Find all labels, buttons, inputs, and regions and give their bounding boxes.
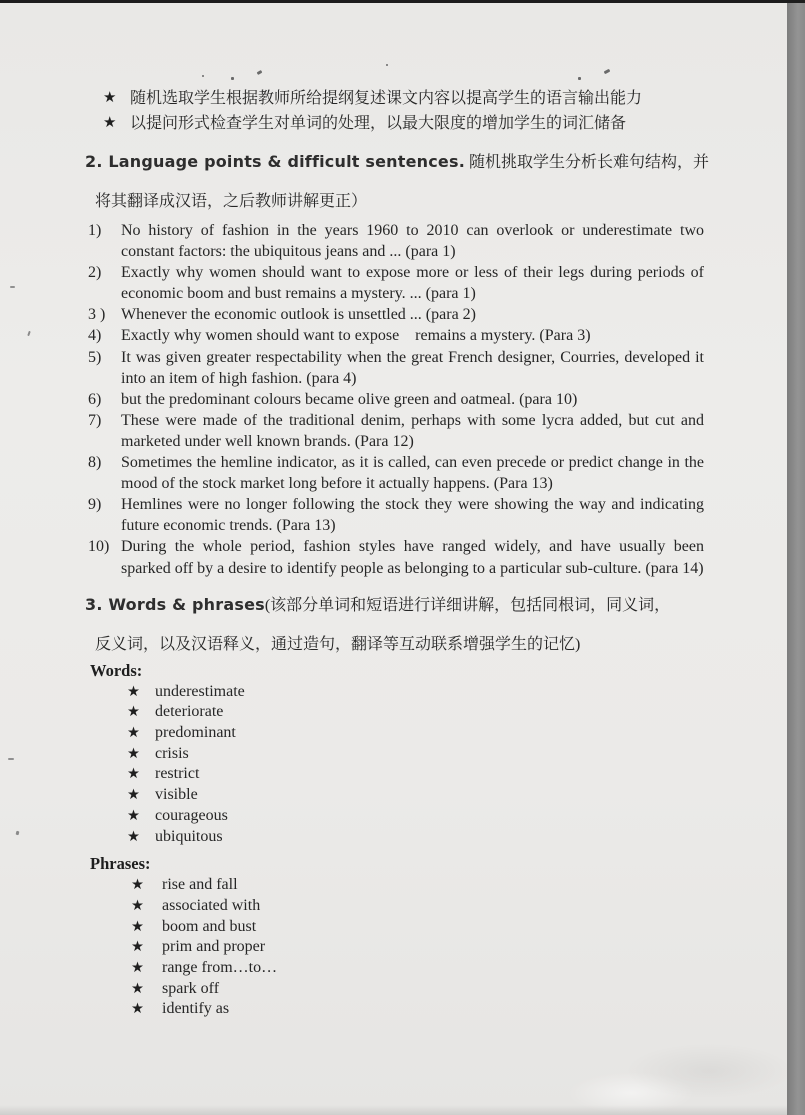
list-item xyxy=(127,744,787,765)
star-bullet-icon: ★ xyxy=(127,725,140,741)
sentence-text: It was given greater respectability when the great French designer, Courries, developed it into an item of high fashion. (para 4) xyxy=(121,348,704,387)
item-number: 6) xyxy=(88,390,102,408)
section3-heading-en: 3. Words & phrases xyxy=(85,594,265,614)
list-item xyxy=(131,937,787,958)
item-number: 7) xyxy=(88,411,102,429)
word-text: restrict xyxy=(155,765,200,783)
list-item xyxy=(127,806,787,827)
phrase-text: spark off xyxy=(162,979,220,997)
sentence-text: Exactly why women should want to expose more or less of their legs during periods of economic boom and bust remains a mystery. ... (para 1) xyxy=(121,264,704,303)
list-item xyxy=(131,958,787,979)
phrases-label: Phrases: xyxy=(90,854,151,874)
list-item xyxy=(127,764,787,785)
sentence-text: Whenever the economic outlook is unsettled ... (para 2) xyxy=(121,306,476,324)
review-point-text: 随机选取学生根据教师所给提纲复述课文内容以提高学生的语言输出能力 xyxy=(130,90,643,107)
star-bullet-icon: ★ xyxy=(127,683,140,700)
star-bullet-icon: ★ xyxy=(127,828,140,845)
star-bullet-icon: ★ xyxy=(131,897,144,914)
section3-heading-line2: 反义词，以及汉语释义，通过造句，翻译等互动联系增强学生的记忆) xyxy=(95,635,581,653)
sentence-text: During the whole period, fashion styles have ranged widely, and have usually been sparked off by a desire to identify people as belonging to a particular sub-culture. (para 14) xyxy=(121,538,704,577)
item-number: 8) xyxy=(88,454,102,472)
list-item xyxy=(0,347,787,389)
star-bullet-icon: ★ xyxy=(103,115,117,131)
star-bullet-icon: ★ xyxy=(103,90,117,106)
word-text: deteriorate xyxy=(155,703,224,721)
list-item xyxy=(131,875,787,896)
item-number: 3 ) xyxy=(88,306,106,324)
section2-heading xyxy=(85,151,787,173)
star-bullet-icon: ★ xyxy=(131,960,144,977)
star-bullet-icon: ★ xyxy=(127,745,140,762)
phrase-text: boom and bust xyxy=(162,917,257,935)
sentence-text: Hemlines were no longer following the stock they were showing the way and indicating future economic trends. (Para 13) xyxy=(121,496,704,535)
star-bullet-icon: ★ xyxy=(131,939,144,956)
sentence-text: These were made of the traditional denim, perhaps with some lycra added, but cut and marketed under well known brands. (Para 12) xyxy=(121,411,704,450)
item-number: 2) xyxy=(88,264,102,282)
star-bullet-icon: ★ xyxy=(127,766,140,783)
item-number: 9) xyxy=(88,496,102,514)
list-item xyxy=(0,304,787,325)
section3-heading xyxy=(85,594,787,616)
section2-heading-line2: 将其翻译成汉语，之后教师讲解更正） xyxy=(95,193,368,210)
phrase-text: range from…to… xyxy=(162,959,278,977)
star-bullet-icon: ★ xyxy=(127,807,140,824)
word-text: courageous xyxy=(155,806,228,824)
sentence-text: No history of fashion in the years 1960 to 2010 can overlook or underestimate two constant factors: the ubiquitous jeans and ... (para 1) xyxy=(121,222,704,261)
list-item xyxy=(131,896,787,917)
sentence-text: Sometimes the hemline indicator, as it is called, can even precede or predict change in the mood of the stock market long before it actually happens. (Para 13) xyxy=(121,454,704,493)
list-item xyxy=(103,86,727,111)
star-bullet-icon: ★ xyxy=(131,877,144,894)
star-bullet-icon: ★ xyxy=(127,704,140,721)
list-item xyxy=(0,220,787,262)
list-item xyxy=(0,389,787,410)
sentence-text: but the predominant colours became olive green and oatmeal. (para 10) xyxy=(121,390,578,408)
word-text: crisis xyxy=(155,744,189,762)
words-label: Words: xyxy=(90,660,143,680)
list-item xyxy=(127,723,787,744)
word-text: ubiquitous xyxy=(155,827,223,845)
list-item xyxy=(0,325,787,346)
item-number: 1) xyxy=(88,222,102,239)
word-text: visible xyxy=(155,786,198,804)
paper-crumple xyxy=(527,1005,787,1115)
scan-edge-right xyxy=(787,3,805,1115)
list-item xyxy=(131,999,787,1020)
section2-heading-zh: 随机挑取学生分析长难句结构，并 xyxy=(464,154,709,171)
star-bullet-icon: ★ xyxy=(131,918,144,935)
list-item xyxy=(0,262,787,304)
list-item xyxy=(103,111,727,136)
phrase-text: rise and fall xyxy=(162,876,238,894)
item-number: 4) xyxy=(88,327,102,345)
difficult-sentence-list xyxy=(0,220,787,579)
list-item xyxy=(0,536,787,578)
review-point-text: 以提问形式检查学生对单词的处理，以最大限度的增加学生的词汇储备 xyxy=(130,115,627,132)
phrase-text: identify as xyxy=(162,1000,230,1018)
section2-heading-en: 2. Language points & difficult sentences. xyxy=(85,152,465,171)
list-item xyxy=(0,494,787,536)
phrase-text: prim and proper xyxy=(162,938,266,956)
list-item xyxy=(0,452,787,494)
phrases-list xyxy=(0,875,787,1020)
word-text: underestimate xyxy=(155,682,245,700)
star-bullet-icon: ★ xyxy=(131,980,144,997)
words-list xyxy=(0,682,787,848)
phrase-text: associated with xyxy=(162,896,261,914)
word-text: predominant xyxy=(155,724,236,741)
section3-heading-zh: (该部分单词和短语进行详细讲解，包括同根词，同义词， xyxy=(264,596,671,614)
list-item xyxy=(0,410,787,452)
list-item xyxy=(127,702,787,723)
scan-edge-bottom xyxy=(0,1105,787,1115)
review-point-list xyxy=(0,86,787,136)
list-item xyxy=(131,979,787,1000)
sentence-text: Exactly why women should want to expose remains a mystery. (Para 3) xyxy=(121,327,591,345)
list-item xyxy=(131,917,787,938)
item-number: 10) xyxy=(88,538,110,556)
list-item xyxy=(127,682,787,703)
item-number: 5) xyxy=(88,348,102,366)
list-item xyxy=(127,827,787,848)
star-bullet-icon: ★ xyxy=(127,787,140,804)
list-item xyxy=(127,785,787,806)
star-bullet-icon: ★ xyxy=(131,1001,144,1018)
